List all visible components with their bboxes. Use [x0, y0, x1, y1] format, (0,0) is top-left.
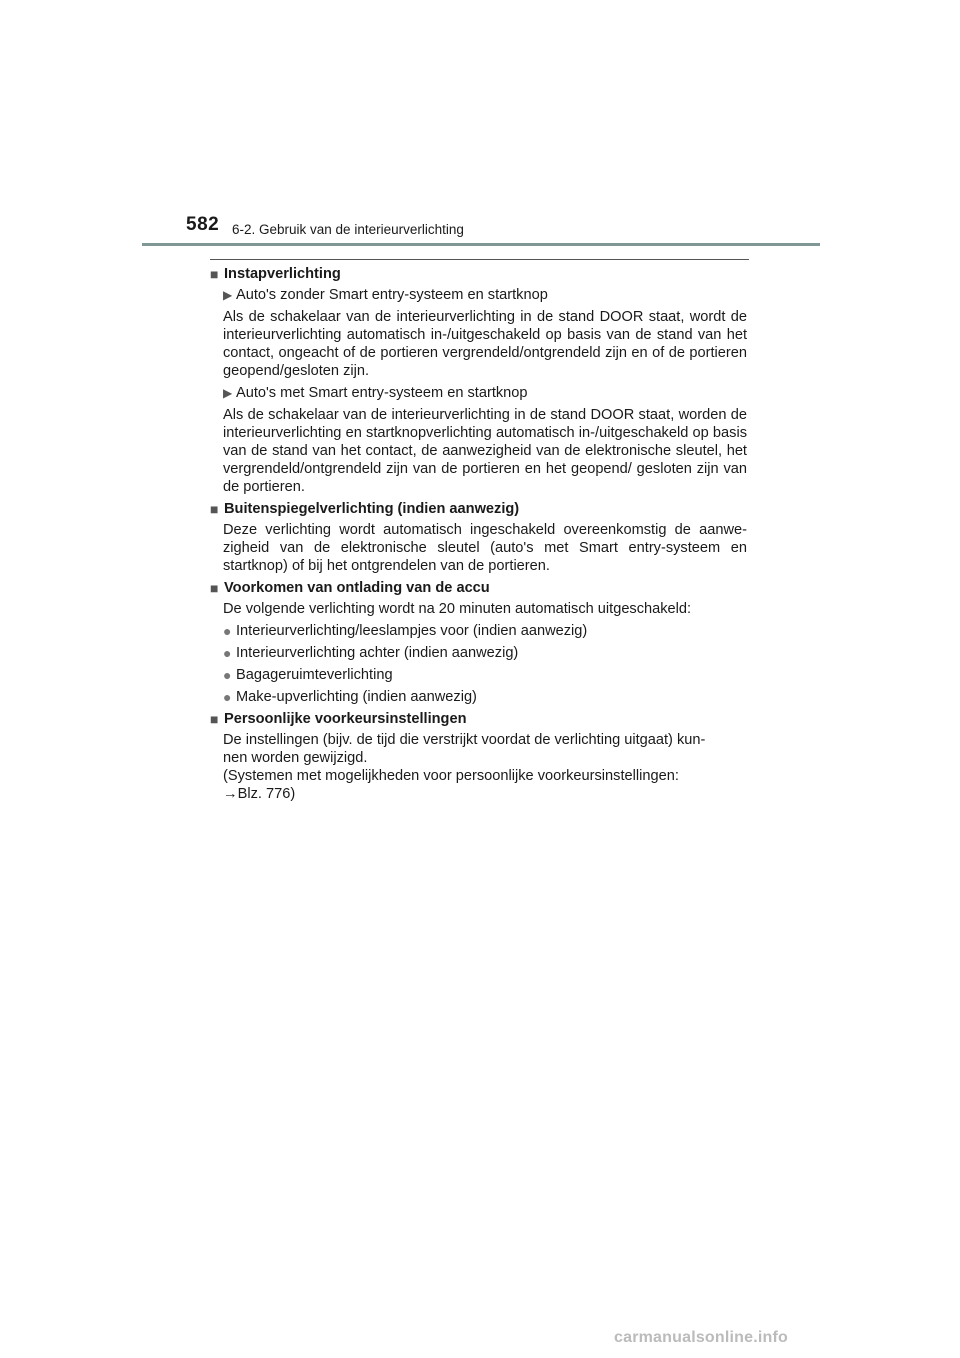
page-reference-link[interactable]: →Blz. 776) — [223, 786, 296, 802]
list-item-text: Bagageruimteverlichting — [236, 667, 393, 683]
paragraph-line: nen worden gewijzigd. — [223, 750, 368, 766]
list-item-text: Interieurverlichting achter (indien aanwezig) — [236, 645, 519, 661]
list-item-text: Make-upverlichting (indien aanwezig) — [236, 689, 477, 705]
paragraph-line: De instellingen (bijv. de tijd die verstrijkt voordat de verlichting uitgaat) kun- — [223, 732, 706, 748]
paragraph — [223, 731, 747, 803]
list-item-text: Interieurverlichting/leeslampjes voor (indien aanwezig) — [236, 623, 588, 639]
square-bullet-icon: ■ — [210, 580, 219, 596]
circle-bullet-icon: ● — [223, 623, 232, 639]
watermark: carmanualsonline.info — [614, 1329, 789, 1346]
section-persoonlijke-voorkeur — [210, 710, 747, 803]
chapter-title: 6-2. Gebruik van de interieurverlichting — [232, 222, 464, 237]
section-accu — [210, 579, 747, 706]
section-buitenspiegelverlichting — [210, 500, 747, 575]
section-instapverlichting — [210, 265, 747, 496]
section-heading — [210, 579, 747, 597]
paragraph-line: (Systemen met mogelijkheden voor persoonlijke voorkeursinstellingen: — [223, 768, 679, 784]
list-item — [223, 666, 747, 684]
heading-text: Buitenspiegelverlichting (indien aanwezig) — [224, 501, 520, 517]
subheading-text: Auto's zonder Smart entry-systeem en startknop — [236, 287, 548, 303]
heading-text: Persoonlijke voorkeursinstellingen — [224, 711, 467, 727]
subheading — [223, 286, 747, 304]
section-heading — [210, 500, 747, 518]
circle-bullet-icon: ● — [223, 645, 232, 661]
circle-bullet-icon: ● — [223, 667, 232, 683]
list-item — [223, 622, 747, 640]
paragraph: Als de schakelaar van de interieurverlichting in de stand DOOR staat, wordt de interieurverlichting automatisch in-/uitgeschakeld op basis van de stand van het contact, ongeacht of de portieren vergrendeld/ontgrendeld zijn en of de portieren geopend/gesloten zijn. — [223, 309, 747, 379]
square-bullet-icon: ■ — [210, 501, 219, 517]
paragraph: Als de schakelaar van de interieurverlichting in de stand DOOR staat, worden de interieurverlichting en startknopverlichting automatisch in-/uitgeschakeld op basis van de stand van het contact, de aanwezigheid van de elektronische sleutel, het vergrendeld/ontgrendeld zijn van de portieren en het geopend/ gesloten zijn van de portieren. — [223, 407, 747, 495]
heading-text: Voorkomen van ontlading van de accu — [224, 580, 490, 596]
circle-bullet-icon: ● — [223, 689, 232, 705]
square-bullet-icon: ■ — [210, 711, 219, 727]
content — [210, 265, 747, 807]
section-heading — [210, 265, 747, 283]
section-heading — [210, 710, 747, 728]
subheading — [223, 384, 747, 402]
list-item — [223, 644, 747, 662]
heading-text: Instapverlichting — [224, 266, 341, 282]
square-bullet-icon: ■ — [210, 266, 219, 282]
paragraph: De volgende verlichting wordt na 20 minuten automatisch uitgeschakeld: — [223, 601, 692, 617]
subheading-text: Auto's met Smart entry-systeem en startknop — [236, 385, 528, 401]
page-number: 582 — [186, 214, 220, 235]
triangle-right-icon: ▶ — [223, 386, 233, 400]
paragraph: Deze verlichting wordt automatisch ingeschakeld overeenkomstig de aanwe- zigheid van de elektronische sleutel (auto's met Smart entry-systeem en startknop) of bij het ontgrendelen van de portieren. — [223, 522, 747, 574]
list-item — [223, 688, 747, 706]
content-rule — [210, 259, 749, 260]
header-rule — [142, 243, 820, 246]
triangle-right-icon: ▶ — [223, 288, 233, 302]
